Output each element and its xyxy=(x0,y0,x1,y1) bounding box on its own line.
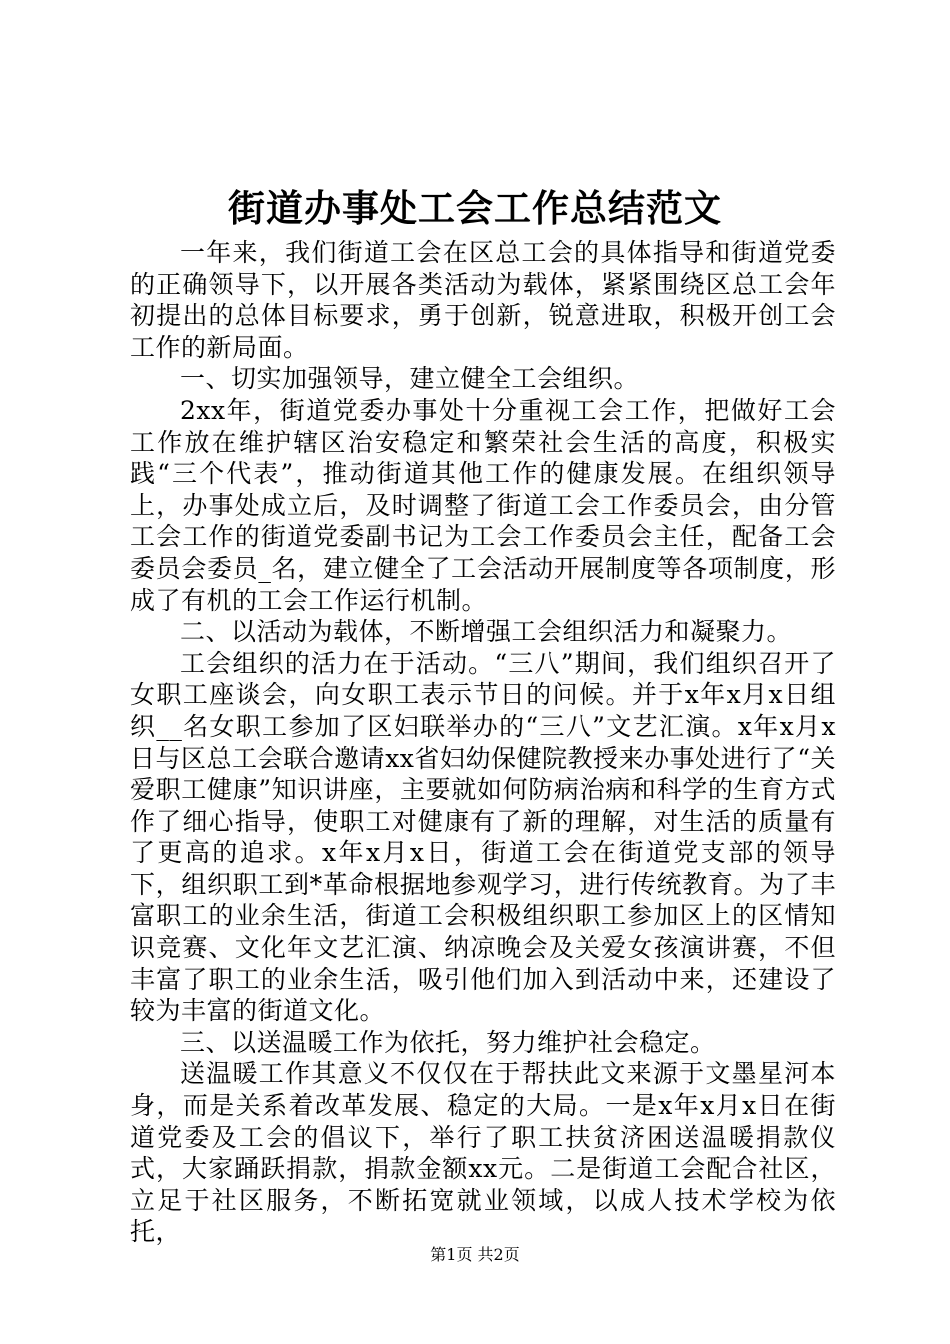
paragraph-intro: 一年来，我们街道工会在区总工会的具体指导和街道党委的正确领导下，以开展各类活动为载体，紧紧围绕区总工会年初提出的总体目标要求，勇于创新，锐意进取，积极开创工会工作的新局面。 xyxy=(130,238,836,362)
section-heading-1: 一、切实加强领导，建立健全工会组织。 xyxy=(180,364,640,394)
paragraph-section-2: 工会组织的活力在于活动。“三八”期间，我们组织召开了女职工座谈会，向女职工表示节日的问候。并于x年x月x日组织__名女职工参加了区妇联举办的“三八”文艺汇演。x年x月x日与区总工会联合邀请xx省妇幼保健院教授来办事处进行了“关爱职工健康”知识讲座，主要就如何防病治病和科学的生育方式作了细心指导，使职工对健康有了新的理解，对生活的质量有了更高的追求。x年x月x日，街道工会在街道党支部的领导下，组织职工到*革命根据地参观学习，进行传统教育。为了丰富职工的业余生活，街道工会积极组织职工参加区上的区情知识竞赛、文化年文艺汇演、纳凉晚会及关爱女孩演讲赛，不但丰富了职工的业余生活，吸引他们加入到活动中来，还建设了较为丰富的街道文化。 xyxy=(130,648,836,1026)
paragraph-section-1: 2xx年，街道党委办事处十分重视工会工作，把做好工会工作放在维护辖区治安稳定和繁荣社会生活的高度，积极实践“三个代表”，推动街道其他工作的健康发展。在组织领导上，办事处成立后，及时调整了街道工会工作委员会，由分管工会工作的街道党委副书记为工会工作委员会主任，配备工会委员会委员_名，建立健全了工会活动开展制度等各项制度，形成了有机的工会工作运行机制。 xyxy=(130,395,836,615)
section-heading-3: 三、以送温暖工作为依托，努力维护社会稳定。 xyxy=(180,1027,716,1057)
document-body xyxy=(130,237,836,1248)
document-title: 街道办事处工会工作总结范文 xyxy=(228,186,722,230)
page-number-footer: 第1页 共2页 xyxy=(430,1245,520,1264)
section-heading-2: 二、以活动为载体，不断增强工会组织活力和凝聚力。 xyxy=(180,617,793,647)
paragraph-section-3: 送温暖工作其意义不仅仅在于帮扶此文来源于文墨星河本身，而是关系着改革发展、稳定的大局。一是x年x月x日在街道党委及工会的倡议下，举行了职工扶贫济困送温暖捐款仪式，大家踊跃捐款，捐款金额xx元。二是街道工会配合社区，立足于社区服务，不断拓宽就业领域，以成人技术学校为依托， xyxy=(130,1059,836,1247)
